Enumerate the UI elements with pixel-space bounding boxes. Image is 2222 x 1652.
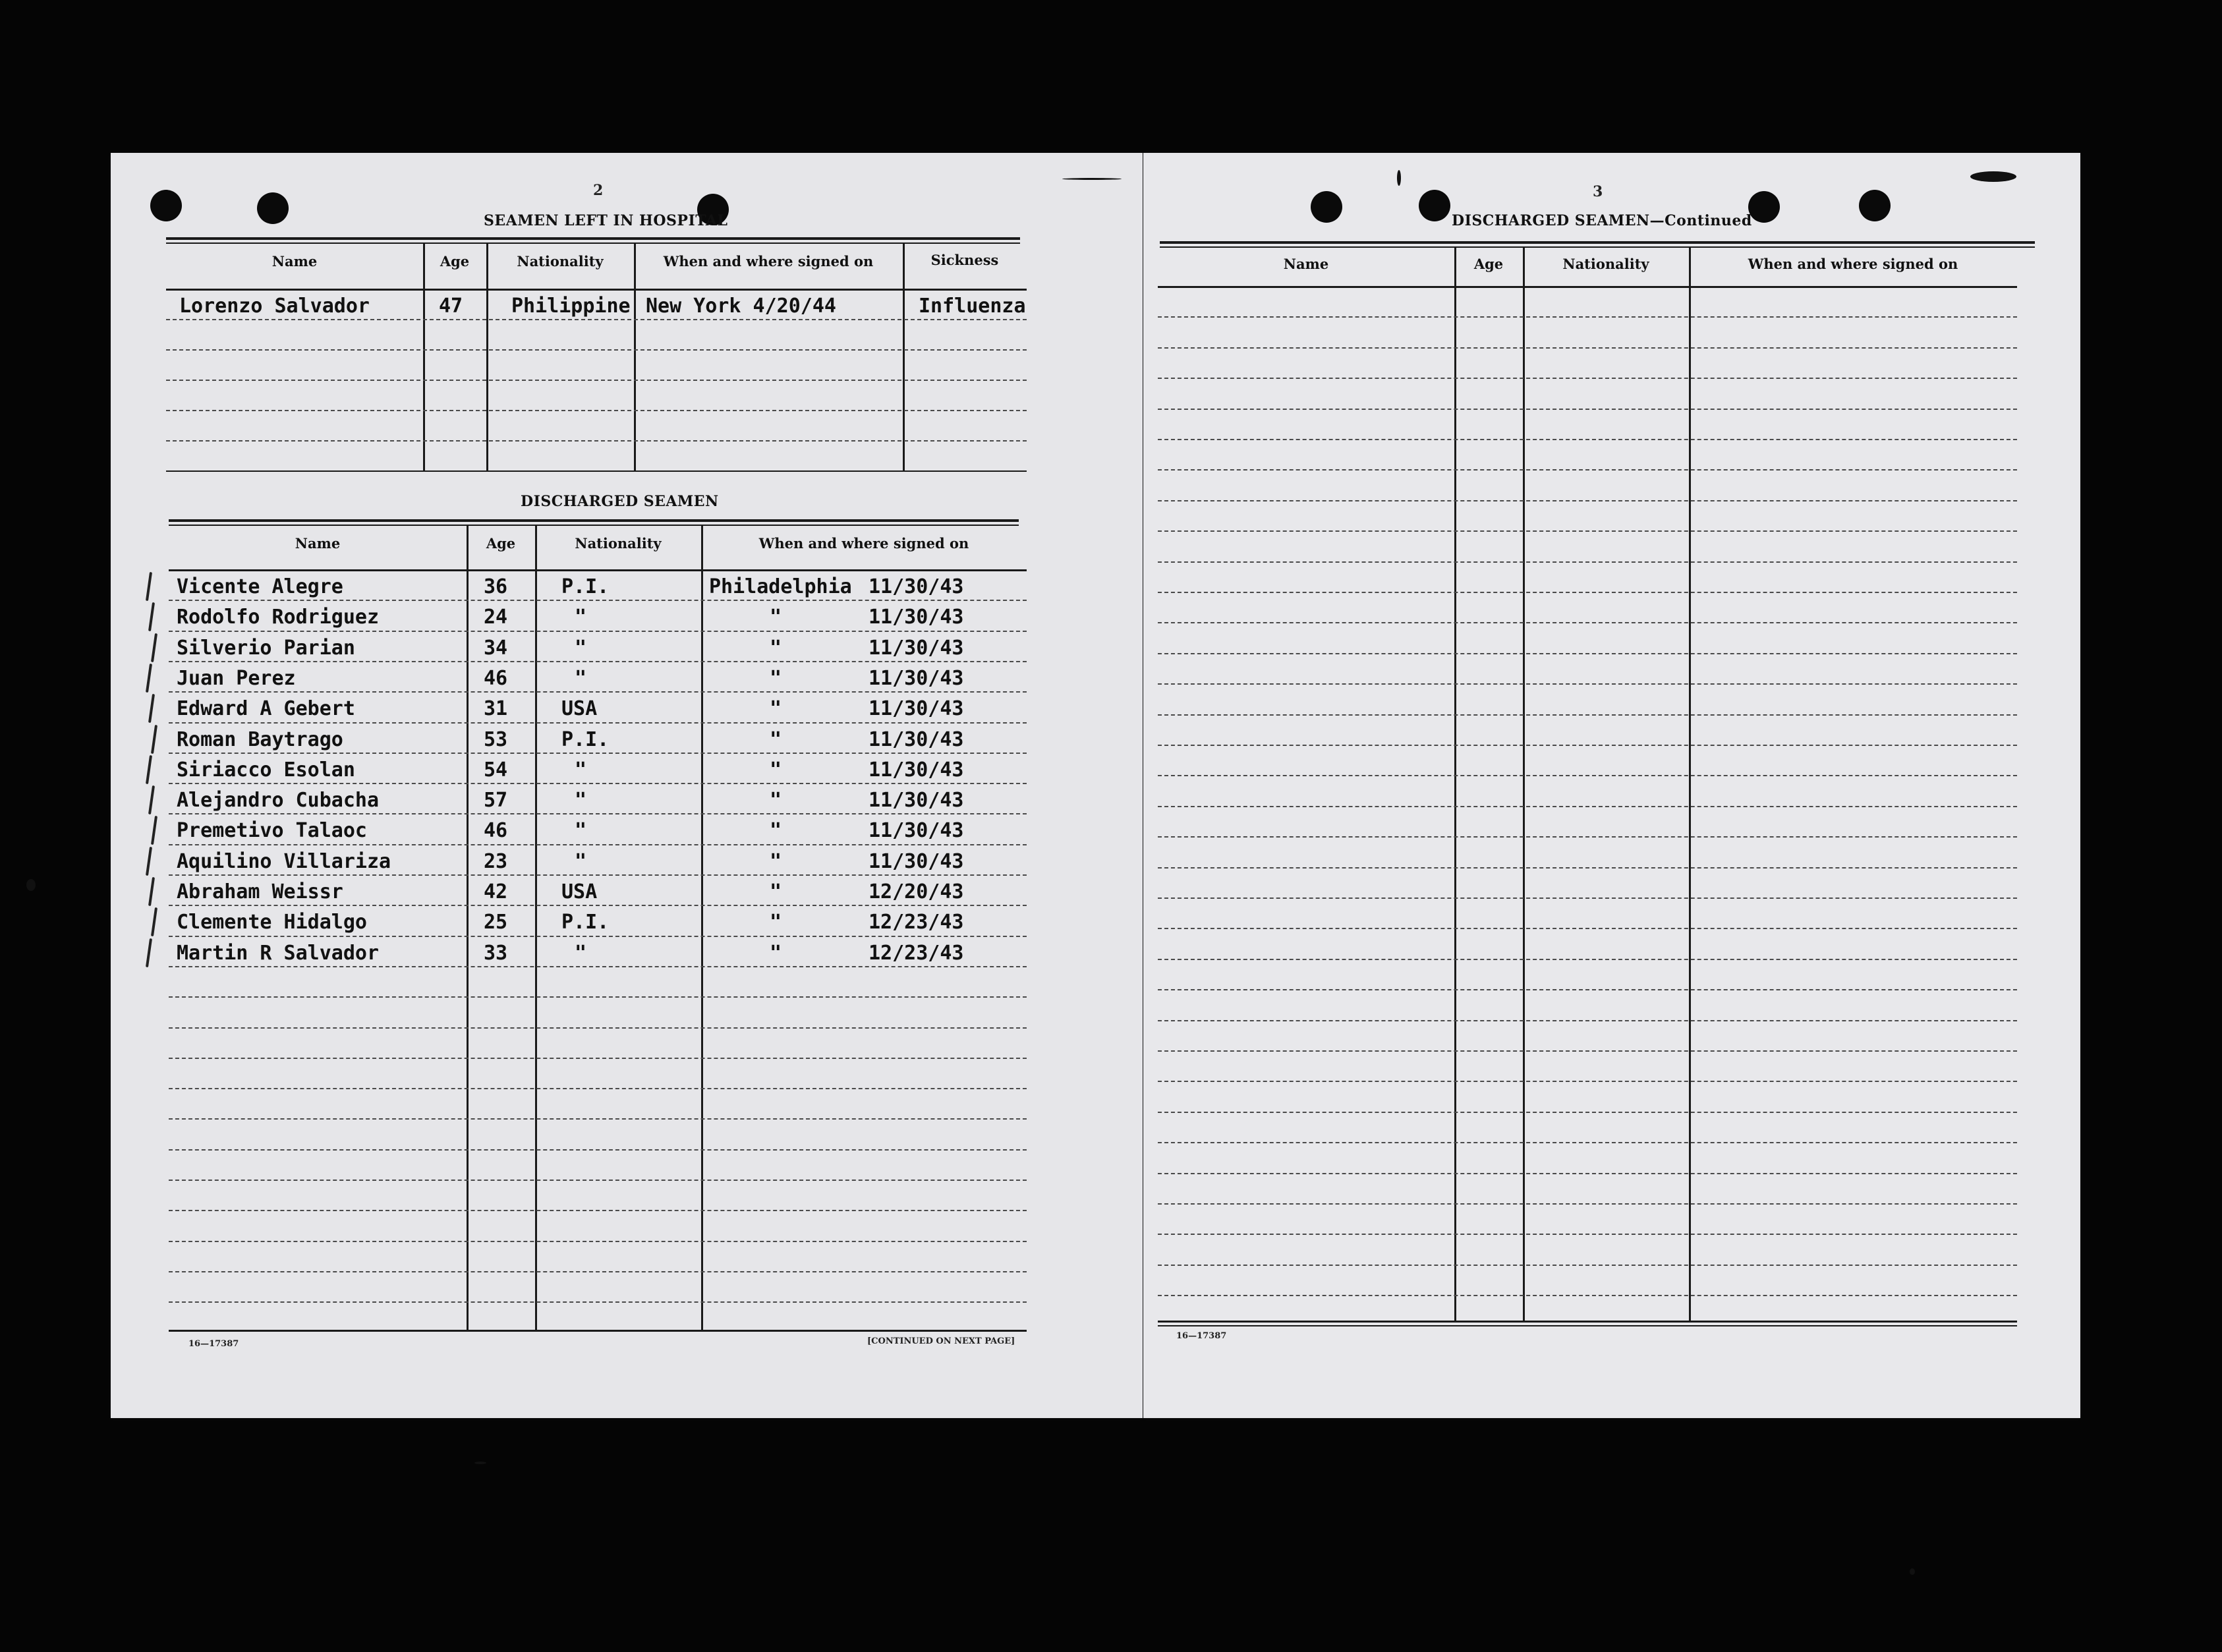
check-mark: [151, 816, 157, 845]
discharged-nationality: USA: [561, 880, 598, 903]
row-line: [169, 1058, 1027, 1059]
column-divider: [467, 526, 469, 1330]
check-mark: [148, 785, 155, 814]
column-header: When and where signed on: [758, 535, 969, 552]
row-line: [1158, 469, 2017, 470]
continued-note: [CONTINUED ON NEXT PAGE]: [867, 1336, 1015, 1346]
punch-hole: [1419, 190, 1450, 221]
column-header: Nationality: [575, 535, 662, 552]
check-mark: [151, 633, 157, 662]
row-line: [166, 319, 1027, 320]
row-line: [166, 349, 1027, 351]
column-header: When and where signed on: [1748, 256, 1958, 272]
discharged-nationality: ": [575, 636, 587, 660]
row-line: [169, 874, 1027, 876]
discharged-nationality: ": [575, 819, 587, 843]
row-line: [1158, 806, 2017, 807]
punch-hole: [1311, 191, 1342, 223]
row-line: [1158, 928, 2017, 929]
row-line: [169, 996, 1027, 998]
row-line: [1158, 1203, 2017, 1205]
row-line: [1158, 867, 2017, 869]
discharged-date: 11/30/43: [869, 727, 964, 751]
discharged-age: 53: [484, 727, 508, 751]
left-page: [111, 153, 1143, 1418]
discharged-date: 12/23/43: [869, 941, 964, 965]
discharged-age: 46: [484, 819, 508, 843]
row-line: [166, 410, 1027, 411]
table-bottom-rule: [166, 470, 1027, 472]
discharged-place: ": [770, 606, 782, 629]
discharged-age: 57: [484, 789, 508, 812]
discharged-date: 11/30/43: [869, 697, 964, 721]
row-line: [1158, 989, 2017, 990]
discharged-nationality: ": [575, 758, 587, 782]
row-line: [1158, 745, 2017, 746]
discharged-age: 46: [484, 666, 508, 690]
discharged-name: Martin R Salvador: [177, 941, 380, 965]
page-number: 2: [593, 182, 604, 199]
row-line: [1158, 592, 2017, 593]
discharged-nationality: USA: [561, 697, 598, 721]
discharged-date: 11/30/43: [869, 666, 964, 690]
row-line: [1158, 714, 2017, 716]
punch-hole: [150, 190, 182, 221]
discharged-date: 11/30/43: [869, 789, 964, 812]
row-line: [1158, 897, 2017, 899]
discharged-nationality: P.I.: [561, 911, 610, 934]
row-line: [169, 1180, 1027, 1181]
discharged-name: Clemente Hidalgo: [177, 911, 367, 934]
scan-speck: [1910, 1568, 1915, 1575]
discharged-place: ": [770, 758, 782, 782]
row-line: [169, 1210, 1027, 1211]
discharged-age: 25: [484, 911, 508, 934]
discharged-age: 23: [484, 849, 508, 873]
discharged-date: 11/30/43: [869, 849, 964, 873]
check-mark: [151, 724, 157, 753]
discharged-name: Siriacco Esolan: [177, 758, 355, 782]
check-mark: [146, 847, 152, 876]
discharged-name: Juan Perez: [177, 666, 296, 690]
double-rule: [1160, 241, 2035, 244]
row-line: [1158, 1234, 2017, 1235]
discharged-nationality: ": [575, 789, 587, 812]
discharged-place: ": [770, 911, 782, 934]
row-line: [1158, 1050, 2017, 1052]
discharged-age: 36: [484, 575, 508, 598]
double-rule: [169, 525, 1019, 526]
column-divider: [423, 244, 425, 470]
discharged-name: Aquilino Villariza: [177, 849, 391, 873]
column-header: Name: [1283, 256, 1329, 272]
row-line: [1158, 1173, 2017, 1174]
discharged-name: Premetivo Talaoc: [177, 819, 367, 843]
column-header: Nationality: [517, 253, 604, 270]
double-rule: [166, 242, 1020, 244]
row-line: [1158, 500, 2017, 501]
check-mark: [146, 755, 152, 784]
page-number: 3: [1593, 183, 1603, 200]
discharged-date: 11/30/43: [869, 636, 964, 660]
discharged-name: Vicente Alegre: [177, 575, 343, 598]
row-line: [1158, 409, 2017, 410]
header-rule: [169, 569, 1027, 571]
row-line: [169, 691, 1027, 693]
row-line: [169, 966, 1027, 967]
column-header: Name: [295, 535, 341, 552]
row-line: [169, 661, 1027, 662]
header-rule: [166, 289, 1027, 291]
row-line: [1158, 1142, 2017, 1143]
discharged-nationality: P.I.: [561, 727, 610, 751]
form-number: 16—17387: [1176, 1331, 1227, 1341]
row-line: [1158, 653, 2017, 654]
discharged-name: Alejandro Cubacha: [177, 789, 380, 812]
discharged-place: ": [770, 789, 782, 812]
discharged-age: 31: [484, 697, 508, 721]
row-line: [169, 813, 1027, 814]
discharged-place: ": [770, 697, 782, 721]
row-line: [169, 1149, 1027, 1151]
row-line: [169, 631, 1027, 632]
scan-speck: [474, 1462, 486, 1464]
check-mark: [148, 877, 155, 906]
right-page: [1143, 153, 2080, 1418]
discharged-place: ": [770, 636, 782, 660]
column-header: When and where signed on: [663, 253, 874, 270]
table-bottom-rule: [169, 1330, 1027, 1332]
row-line: [169, 1241, 1027, 1242]
discharged-place: ": [770, 880, 782, 903]
row-line: [1158, 439, 2017, 440]
row-line: [169, 1118, 1027, 1120]
check-mark: [151, 907, 157, 936]
discharged-date: 12/20/43: [869, 880, 964, 903]
discharged-nationality: ": [575, 941, 587, 965]
form-number: 16—17387: [188, 1339, 239, 1349]
row-line: [169, 844, 1027, 845]
right-section-title: DISCHARGED SEAMEN—Continued: [1452, 212, 1752, 229]
row-line: [1158, 561, 2017, 563]
row-line: [169, 1027, 1027, 1029]
check-mark: [146, 664, 152, 693]
check-mark: [146, 572, 152, 601]
row-line: [169, 722, 1027, 724]
row-line: [1158, 683, 2017, 685]
punch-hole: [257, 192, 289, 224]
double-rule: [169, 519, 1019, 522]
row-line: [1158, 1265, 2017, 1266]
row-line: [169, 1271, 1027, 1272]
discharged-place: ": [770, 819, 782, 843]
punch-hole: [1859, 190, 1891, 221]
discharged-nationality: ": [575, 606, 587, 629]
row-line: [169, 600, 1027, 601]
row-line: [1158, 530, 2017, 532]
column-divider: [903, 244, 905, 470]
row-line: [1158, 316, 2017, 318]
row-line: [169, 905, 1027, 906]
row-line: [169, 936, 1027, 937]
scan-speck: [1970, 171, 2016, 182]
row-line: [1158, 347, 2017, 349]
row-line: [169, 783, 1027, 784]
column-divider: [701, 526, 703, 1330]
discharged-age: 33: [484, 941, 508, 965]
scan-speck: [1397, 170, 1401, 186]
column-divider: [535, 526, 537, 1330]
double-rule: [1160, 246, 2035, 248]
hospital-age: 47: [439, 295, 463, 318]
row-line: [1158, 1020, 2017, 1021]
discharged-date: 12/23/43: [869, 911, 964, 934]
discharged-date: 11/30/43: [869, 606, 964, 629]
row-line: [1158, 1295, 2017, 1296]
discharged-nationality: ": [575, 849, 587, 873]
discharged-section-title: DISCHARGED SEAMEN: [521, 493, 719, 510]
table-bottom-rule: [1158, 1325, 2017, 1326]
check-mark: [148, 694, 155, 723]
discharged-name: Edward A Gebert: [177, 697, 355, 721]
row-line: [1158, 1081, 2017, 1082]
hospital-nationality: Philippine: [511, 295, 631, 318]
discharged-age: 34: [484, 636, 508, 660]
column-header: Age: [440, 253, 470, 270]
discharged-name: Abraham Weissr: [177, 880, 343, 903]
table-bottom-rule: [1158, 1321, 2017, 1323]
double-rule: [166, 237, 1020, 240]
hospital-signed-on: New York 4/20/44: [646, 295, 836, 318]
row-line: [1158, 622, 2017, 623]
punch-hole: [1748, 191, 1780, 223]
discharged-date: 11/30/43: [869, 575, 964, 598]
row-line: [166, 440, 1027, 441]
discharged-name: Roman Baytrago: [177, 727, 343, 751]
row-line: [169, 1088, 1027, 1089]
row-line: [166, 380, 1027, 381]
column-header: Age: [1473, 256, 1504, 272]
discharged-date: 11/30/43: [869, 758, 964, 782]
row-line: [1158, 836, 2017, 838]
discharged-place: ": [770, 666, 782, 690]
discharged-place: Philadelphia: [709, 575, 852, 598]
check-mark: [148, 602, 155, 631]
column-divider: [634, 244, 636, 470]
row-line: [1158, 959, 2017, 960]
discharged-date: 11/30/43: [869, 819, 964, 843]
discharged-age: 42: [484, 880, 508, 903]
discharged-place: ": [770, 849, 782, 873]
discharged-age: 54: [484, 758, 508, 782]
column-header: Nationality: [1562, 256, 1649, 272]
column-header: Name: [271, 253, 318, 270]
discharged-nationality: P.I.: [561, 575, 610, 598]
discharged-nationality: ": [575, 666, 587, 690]
discharged-place: ": [770, 941, 782, 965]
discharged-name: Silverio Parian: [177, 636, 355, 660]
row-line: [169, 1301, 1027, 1303]
row-line: [1158, 1112, 2017, 1113]
header-rule: [1158, 286, 2017, 288]
scan-speck: [26, 879, 36, 891]
discharged-age: 24: [484, 606, 508, 629]
discharged-name: Rodolfo Rodriguez: [177, 606, 380, 629]
check-mark: [146, 938, 152, 967]
scan-speck: [1062, 178, 1122, 180]
row-line: [1158, 775, 2017, 776]
hospital-section-title: SEAMEN LEFT IN HOSPITAL: [484, 212, 728, 229]
hospital-sickness: Influenza: [919, 295, 1026, 318]
column-header: Age: [486, 535, 516, 552]
hospital-name: Lorenzo Salvador: [179, 295, 370, 318]
row-line: [169, 753, 1027, 754]
column-header: Sickness: [930, 252, 999, 268]
column-divider: [486, 244, 488, 470]
discharged-place: ": [770, 727, 782, 751]
row-line: [1158, 378, 2017, 379]
